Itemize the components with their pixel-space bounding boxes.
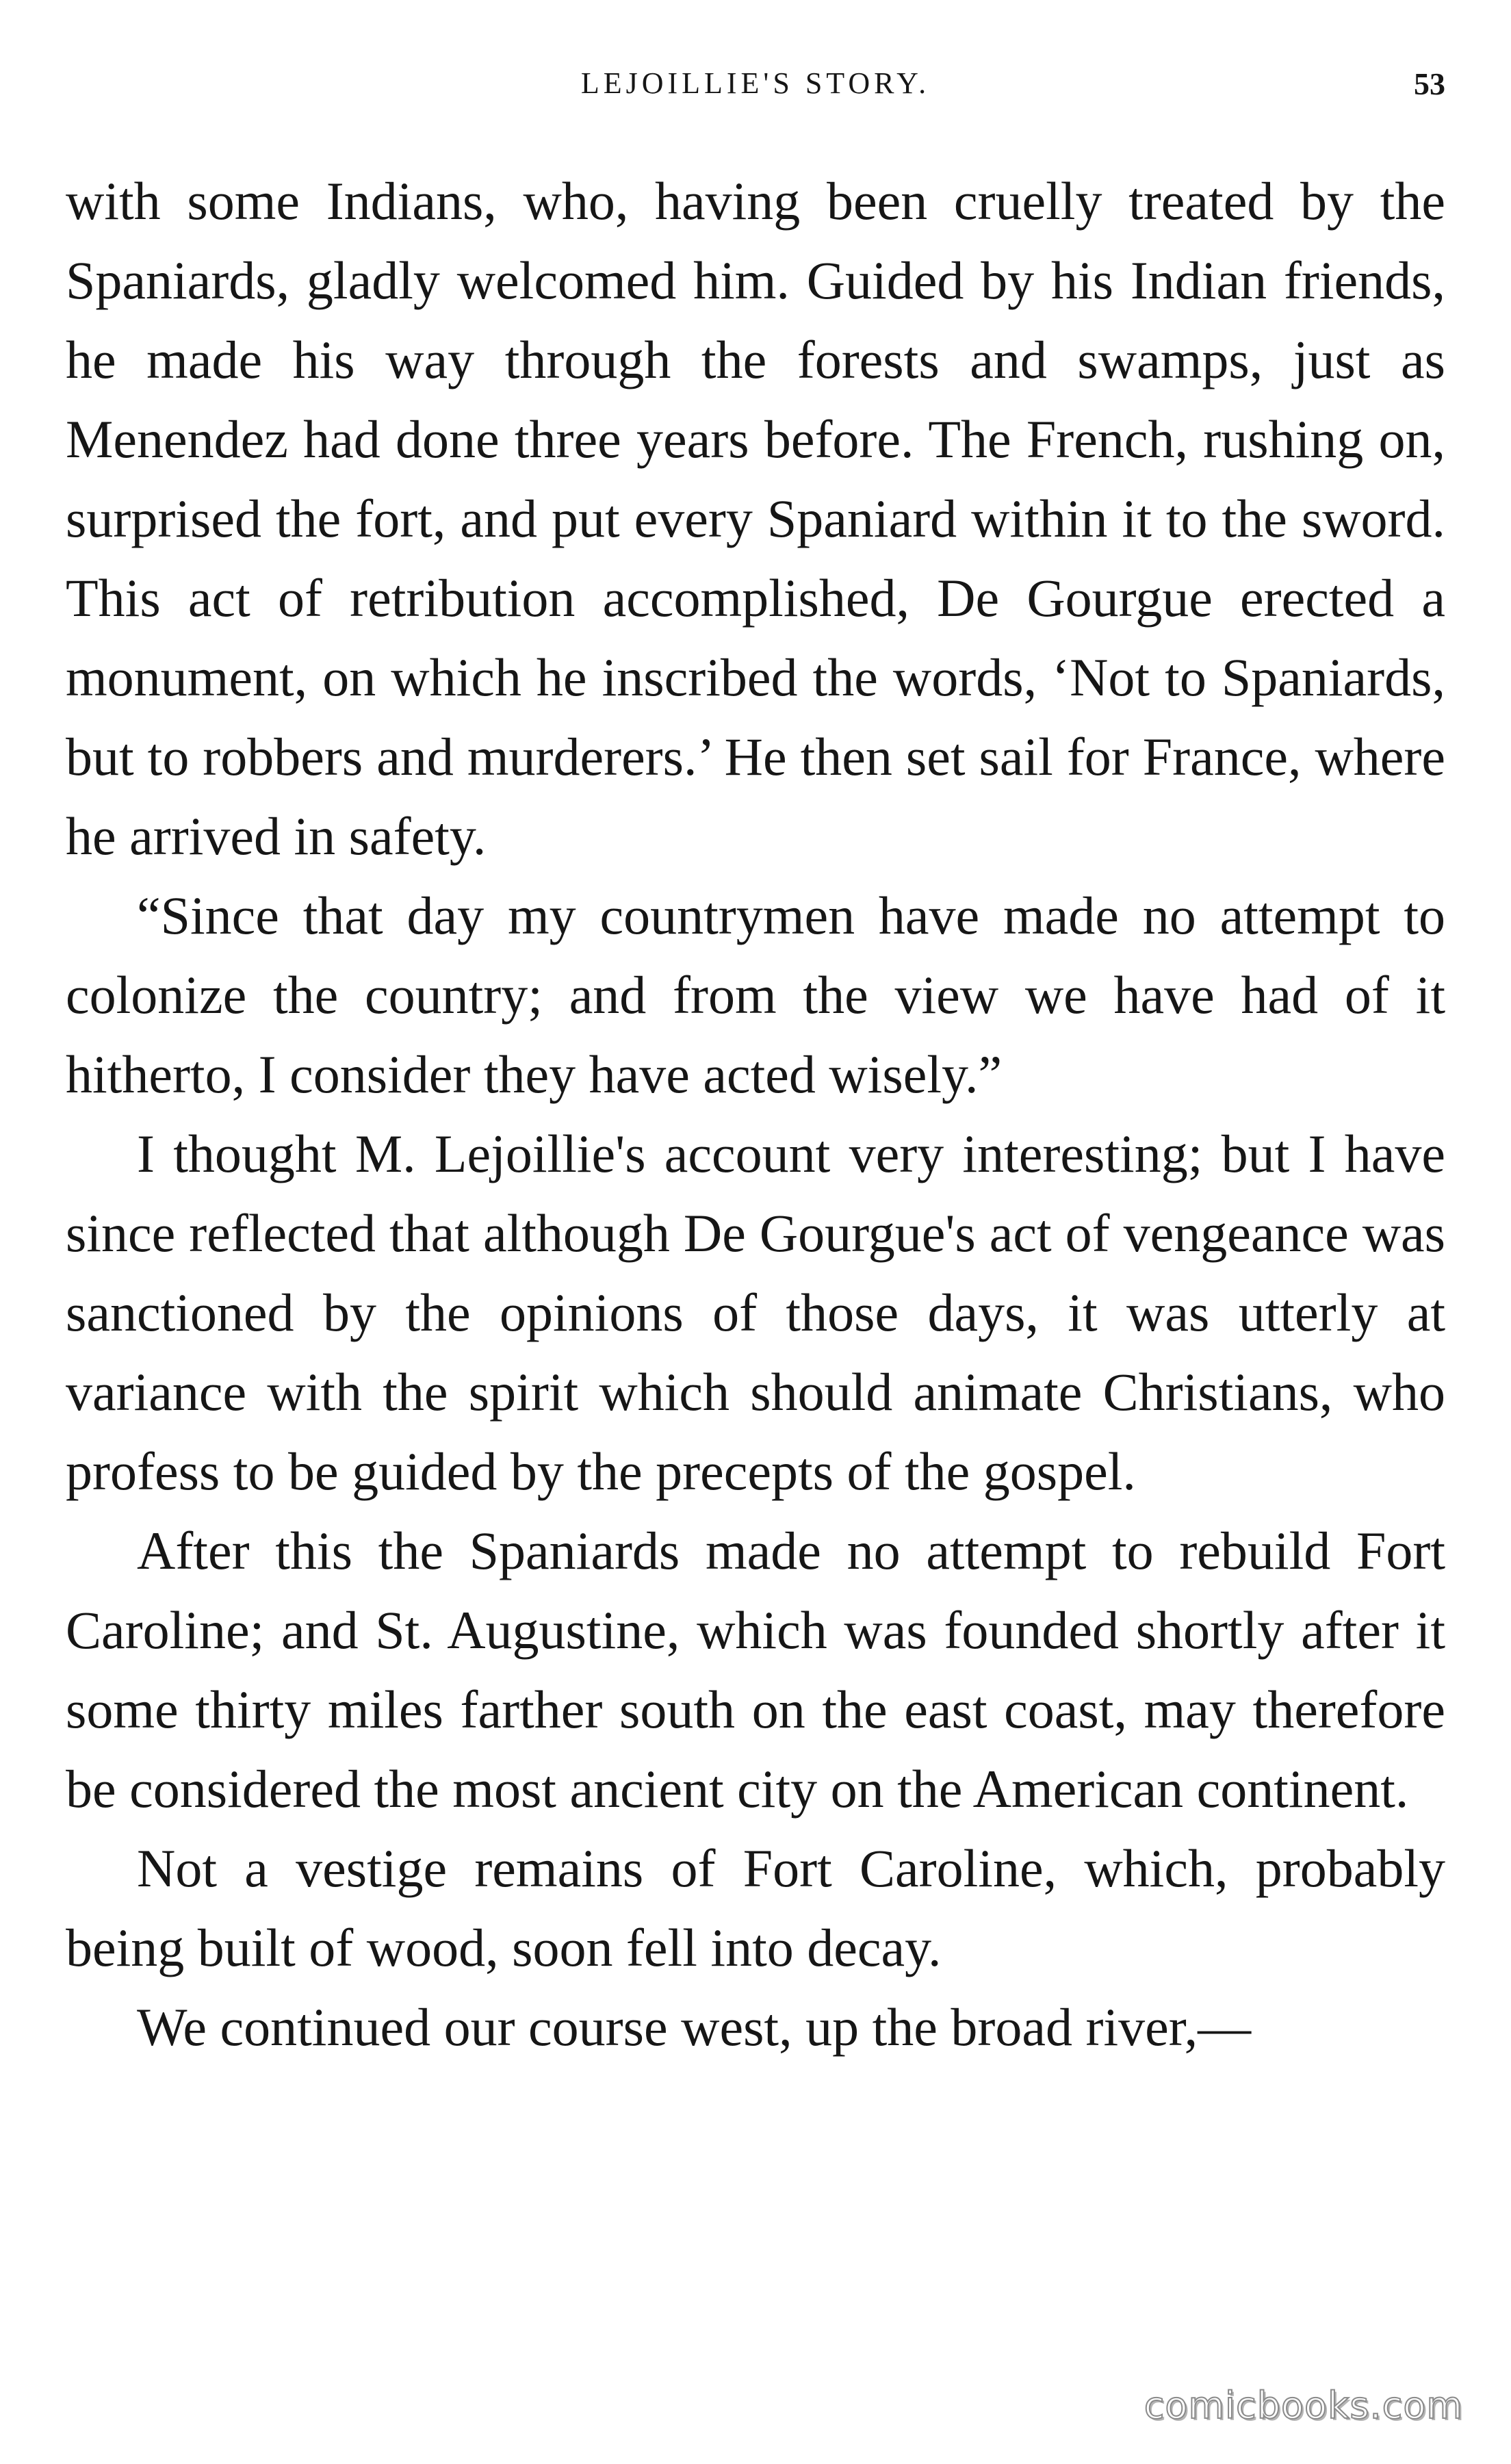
paragraph-reflection: I thought M. Lejoillie's account very interesting; but I have since reflected that although De Gourgue's act of vengeance was sanctioned by the opinions of those days, it was utterly at variance with the spirit which should animate Christians, who profess to be guided by the precepts of the gospel. [66, 1124, 1445, 1501]
body-text [66, 162, 1445, 2067]
paragraph-quote: “Since that day my countrymen have made no attempt to colonize the country; and from the view we have had of it hitherto, I consider they have acted wisely.” [66, 886, 1445, 1104]
running-header [66, 66, 1445, 120]
paragraph-st-augustine: After this the Spaniards made no attempt to rebuild Fort Caroline; and St. Augustine, which was founded shortly after it some thirty miles farther south on the east coast, may therefore be considered the most ancient city on the American continent. [66, 1521, 1445, 1819]
paragraph-fort-caroline: Not a vestige remains of Fort Caroline, which, probably being built of wood, soon fell into decay. [66, 1838, 1445, 1977]
watermark-logo: comicbooks.com [1144, 2384, 1463, 2427]
page-number: 53 [1414, 66, 1445, 101]
paragraph-continued-course: We continued our course west, up the broad river,— [137, 1997, 1252, 2057]
running-title: LEJOILLIE'S STORY. [580, 66, 931, 100]
paragraph-continuation: with some Indians, who, having been cruelly treated by the Spaniards, gladly welcomed him. Guided by his Indian friends, he made his way through the forests and swamps, just as Menendez had done three years before. The French, rushing on, surprised the fort, and put every Spaniard within it to the sword. This act of retribution accomplished, De Gourgue erected a monument, on which he inscribed the words, ‘Not to Spaniards, but to robbers and murderers.’ He then set sail for France, where he arrived in safety. [66, 171, 1445, 866]
